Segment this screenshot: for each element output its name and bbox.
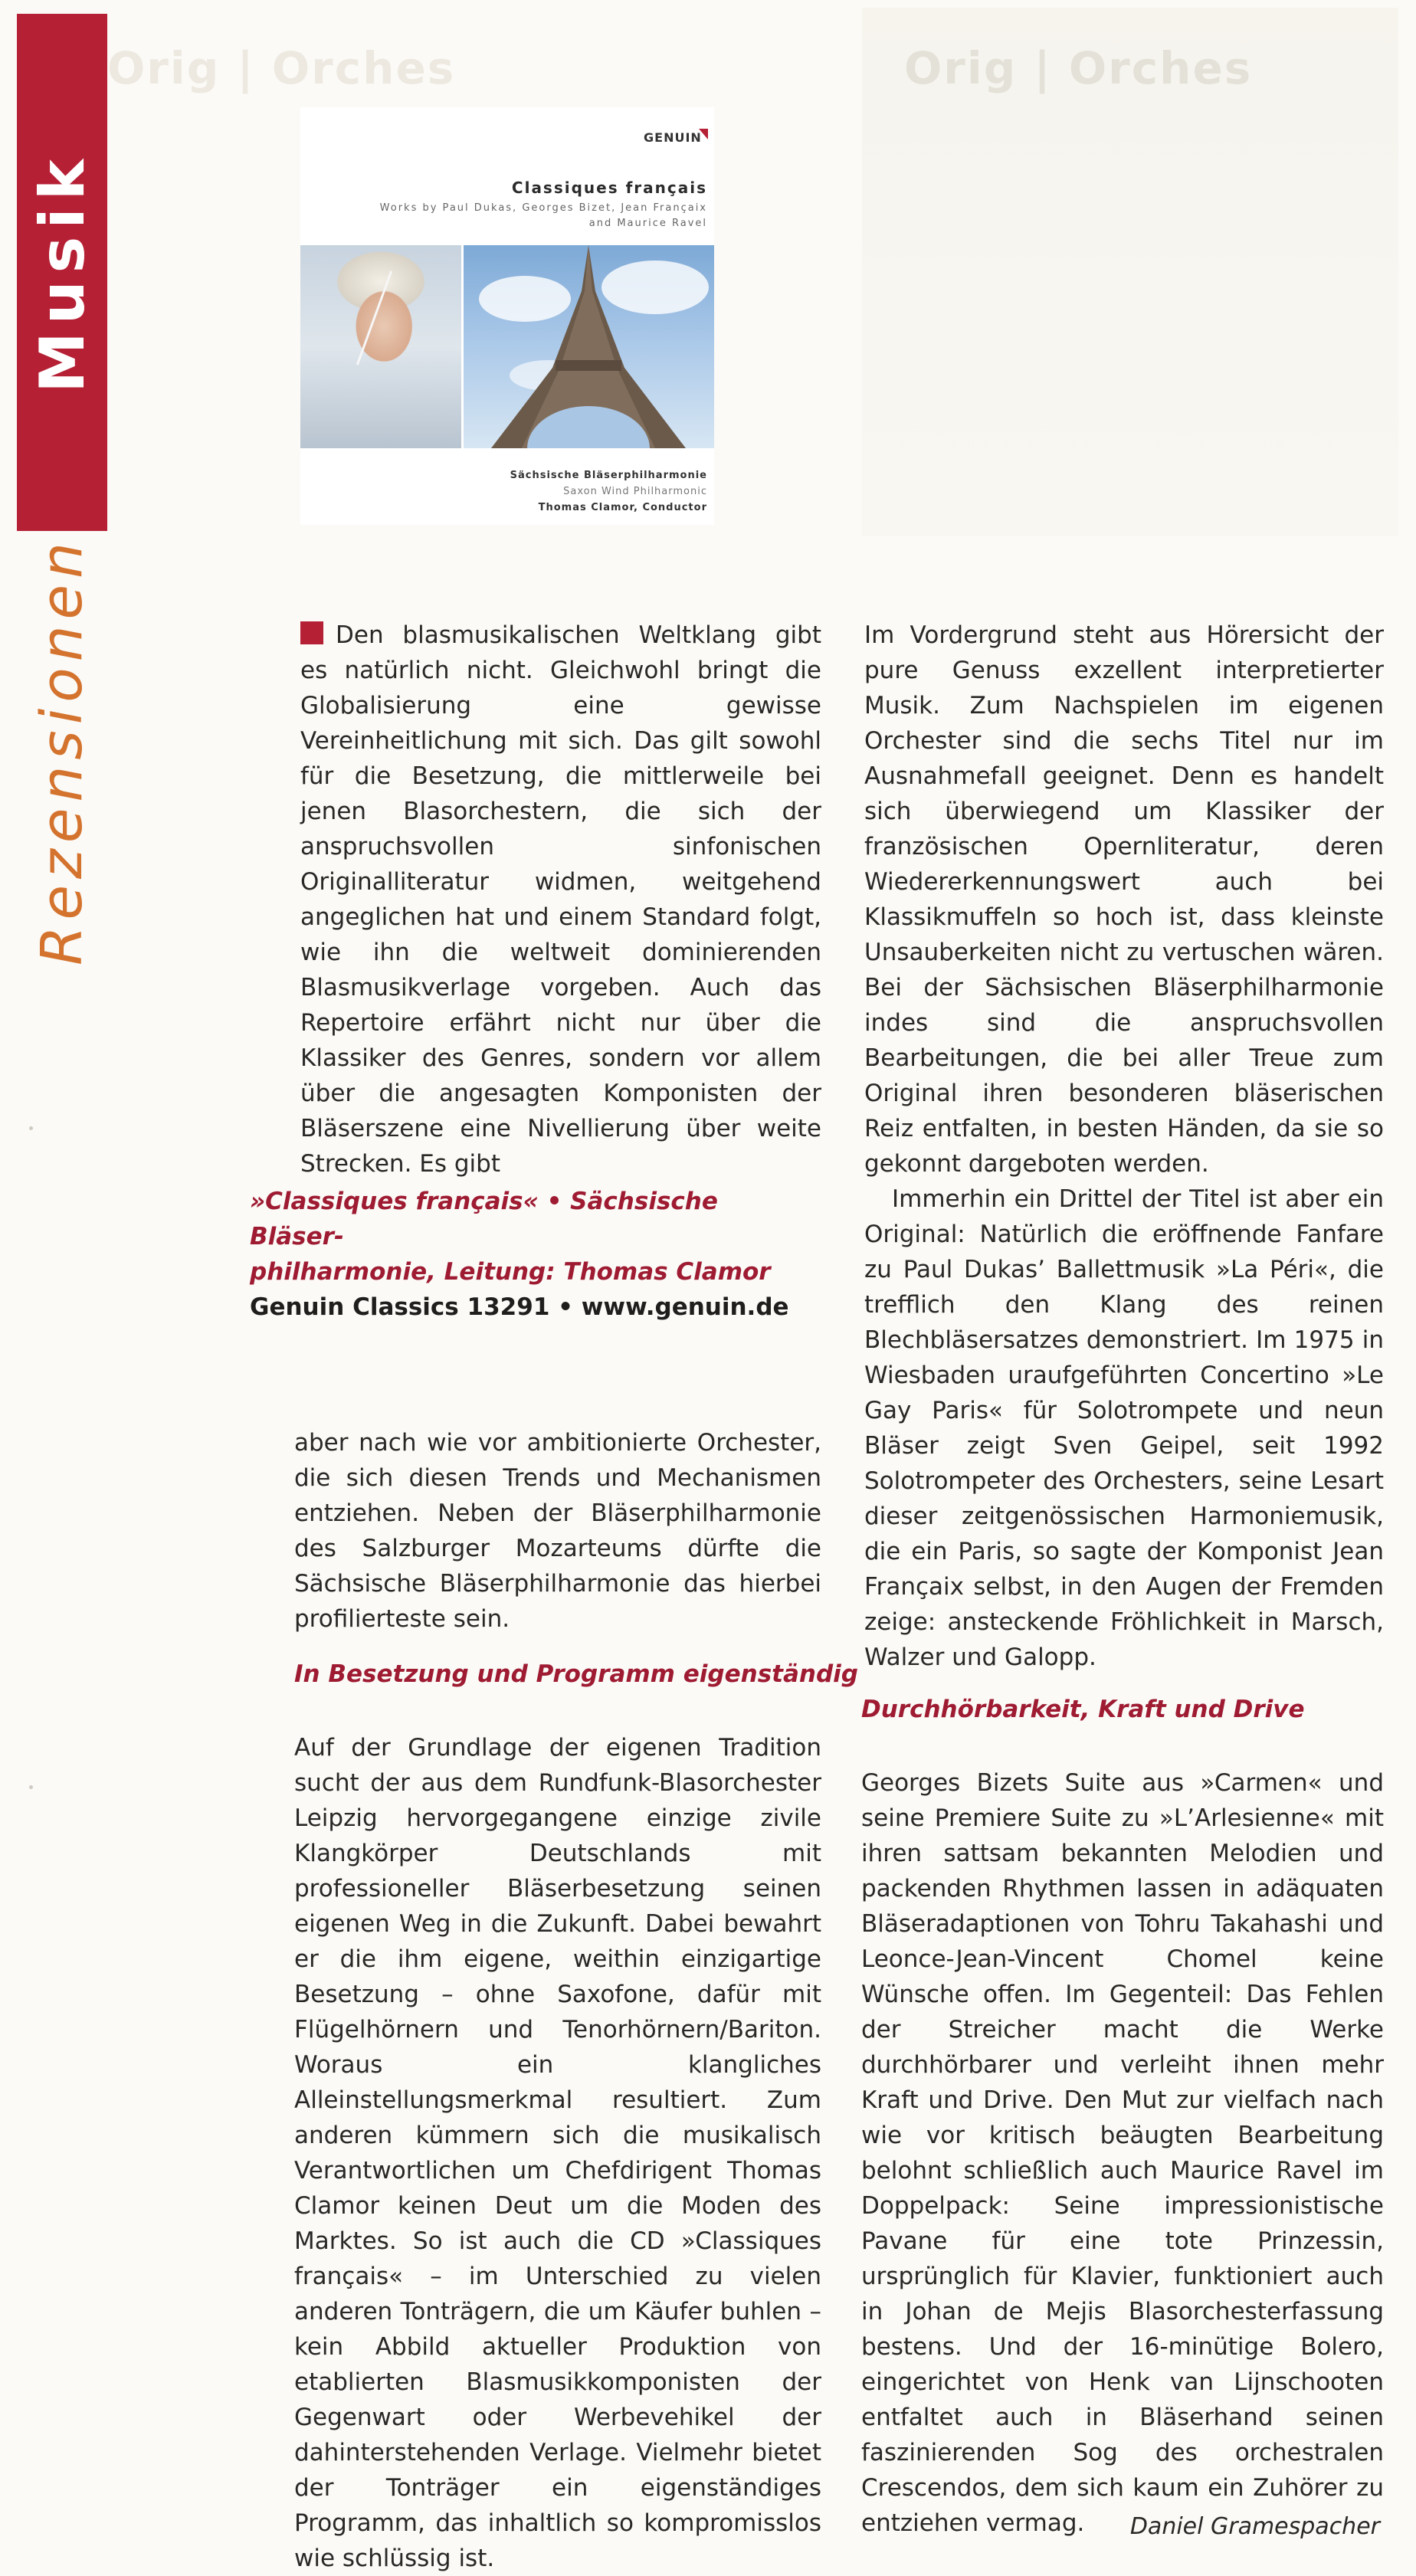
subheading: In Besetzung und Programm eigenständig [294, 1660, 858, 1688]
paragraph: Immerhin ein Drittel der Titel ist aber ein Original: Natürlich die eröffnende Fanfare zu Paul Dukas’ Ballettmusik »La Péri«, die trefflich den Klang des reinen Blechbläsersatzes demonstriert. Im 1975 in Wiesbaden uraufgeführten Concertino »Le Gay Paris« für Solotrompete und neun Bläser zeigt Sven Geipel, seit 1992 Solotrompeter des Orchesters, seine Lesart dieser zeitgenössischen Harmoniemusik, die ein Paris, so sagte der Komponist Jean Françaix selbst, in den Augen der Fremden zeige: ansteckende Fröhlichkeit in Marsch, Walzer und Galopp. [864, 1185, 1384, 1671]
paragraph: aber nach wie vor ambitionierte Orchester, die sich diesen Trends und Mechanismen entziehen. Neben der Bläserphilharmonie des Salzburger Mozarteums dürfte die Sächsische Bläserphilharmonie das hierbei profilierteste sein. [294, 1429, 821, 1633]
cover-conductor: Thomas Clamor, Conductor [538, 502, 707, 513]
cover-subtitle-line: Works by Paul Dukas, Georges Bizet, Jean Françaix [379, 202, 707, 214]
cd-info-box [250, 1184, 801, 1325]
section-label: Musik [26, 152, 98, 393]
faded-heading-left: Orig | Orches [107, 42, 456, 94]
column-1-bottom [294, 1730, 821, 2576]
conductor-photo [300, 245, 461, 448]
paragraph-marker [300, 621, 323, 644]
paragraph: Auf der Grundlage der eigenen Tradition sucht der aus dem Rundfunk-Blasorchester Leipzig hervorgegangene einzige zivile Klangkörper Deutschlands mit professioneller Bläserbesetzung seinen eigenen Weg in die Zukunft. Dabei bewahrt er die ihm eigene, weithin einzigartige Besetzung – ohne Saxofone, dafür mit Flügelhörnern und Tenorhörnern/Bariton. Woraus ein klangliches Alleinstellungsmerkmal resultiert. Zum anderen kümmern sich die musikalisch Verantwortlichen um Chefdirigent Thomas Clamor keinen Deut um die Moden des Marktes. So ist auch die CD »Classiques français« – im Unterschied zu vielen anderen Tonträgern, die um Käufer buhlen – kein Abbild aktueller Produktion von etablierten Blasmusikkomponisten der Gegenwart oder Werbevehikel der dahinterstehenden Verlage. Vielmehr bietet der Tonträger ein eigenständiges Programm, das inhaltlich so kompromisslos wie schlüssig ist. [294, 1734, 821, 2572]
paragraph: Georges Bizets Suite aus »Carmen« und seine Premiere Suite zu »L’Arlesienne« mit ihren sattsam bekannten Melodien und packenden Rhythmen lassen in adäquaten Bläseradaptionen von Tohru Takahashi und Leonce-Jean-Vincent Chomel keine Wünsche offen. Im Gegenteil: Das Fehlen der Streicher macht die Werke durchhörbarer und verleiht ihnen mehr Kraft und Drive. Den Mut zur vielfach nach wie vor kritisch beäugten Bearbeitung belohnt schließlich auch Maurice Ravel im Doppelpack: Seine impressionistische Pavane für eine tote Prinzessin, ursprünglich für Klavier, funktioniert auch in Johan de Mejis Blasorchesterfassung bestens. Und der 16-minütige Bolero, eingerichtet von Henk van Lijnschooten entfaltet auch in Bläserhand seinen faszinierenden Sog des orchestralen Crescendos, dem sich kaum ein Zuhörer zu entziehen vermag. [861, 1769, 1384, 2537]
scan-speck [29, 1785, 33, 1789]
cover-ensemble-en: Saxon Wind Philharmonic [563, 486, 707, 497]
subsection-label-wrap [17, 536, 107, 965]
column-1-middle [294, 1425, 821, 1637]
cover-title: Classiques français [511, 179, 707, 197]
cd-info-label: Genuin Classics 13291 • www.genuin.de [250, 1293, 789, 1321]
cover-subtitle-line: and Maurice Ravel [588, 218, 707, 229]
column-2-bottom [861, 1765, 1384, 2541]
cover-subtitle [380, 201, 707, 231]
subheading: Durchhörbarkeit, Kraft und Drive [861, 1696, 1305, 1723]
faded-heading: Orig | Orches [904, 42, 1253, 94]
column-1-intro [300, 618, 821, 1181]
column-2-top [864, 618, 1384, 1675]
cover-ensemble: Sächsische Bläserphilharmonie [510, 470, 707, 481]
subsection-label: Rezensionen [29, 536, 95, 965]
author-signature: Daniel Gramespacher [1129, 2513, 1380, 2540]
scan-speck [29, 1126, 33, 1130]
eiffel-tower-photo [464, 245, 714, 448]
cover-credits [510, 467, 707, 516]
cd-info-credits: philharmonie, Leitung: Thomas Clamor [250, 1258, 771, 1286]
label-logo: GENUIN [644, 130, 702, 145]
section-label-wrap [17, 14, 107, 531]
paragraph: Im Vordergrund steht aus Hörersicht der pure Genuss exzellent interpretierter Musik. Zum Nachspielen im eigenen Orchester sind die sechs Titel nur im Ausnahmefall geeignet. Denn es handelt sich überwiegend um Klassiker der französischen Opernliteratur, deren Wiedererkennungswert auch bei Klassikmuffeln so hoch ist, dass kleinste Unsauberkeiten nicht zu vertuschen wären. Bei der Sächsischen Bläserphilharmonie indes sind die anspruchsvollen Bearbeitungen, die bei aller Treue zum Original ihren besonderen bläserischen Reiz entfalten, in besten Händen, da sie so gekonnt dargeboten werden. [864, 621, 1384, 1178]
intro-paragraph: Den blasmusikalischen Weltklang gibt es natürlich nicht. Gleichwohl bringt die Globalisierung eine gewisse Vereinheitlichung mit sich. Das gilt sowohl für die Besetzung, die mittlerweile bei jenen Blasorchestern, die sich der anspruchsvollen sinfonischen Originalliteratur widmen, weitgehend angeglichen hat und einem Standard folgt, wie ihn die weltweit dominierenden Blasmusikverlage vorgeben. Auch das Repertoire erfährt nicht nur über die Klassiker des Genres, sondern vor allem über die angesagten Komponisten der Bläserszene eine Nivellierung über weite Strecken. Es gibt [300, 621, 821, 1178]
cd-info-title: »Classiques français« • Sächsische Bläser- [250, 1188, 718, 1250]
